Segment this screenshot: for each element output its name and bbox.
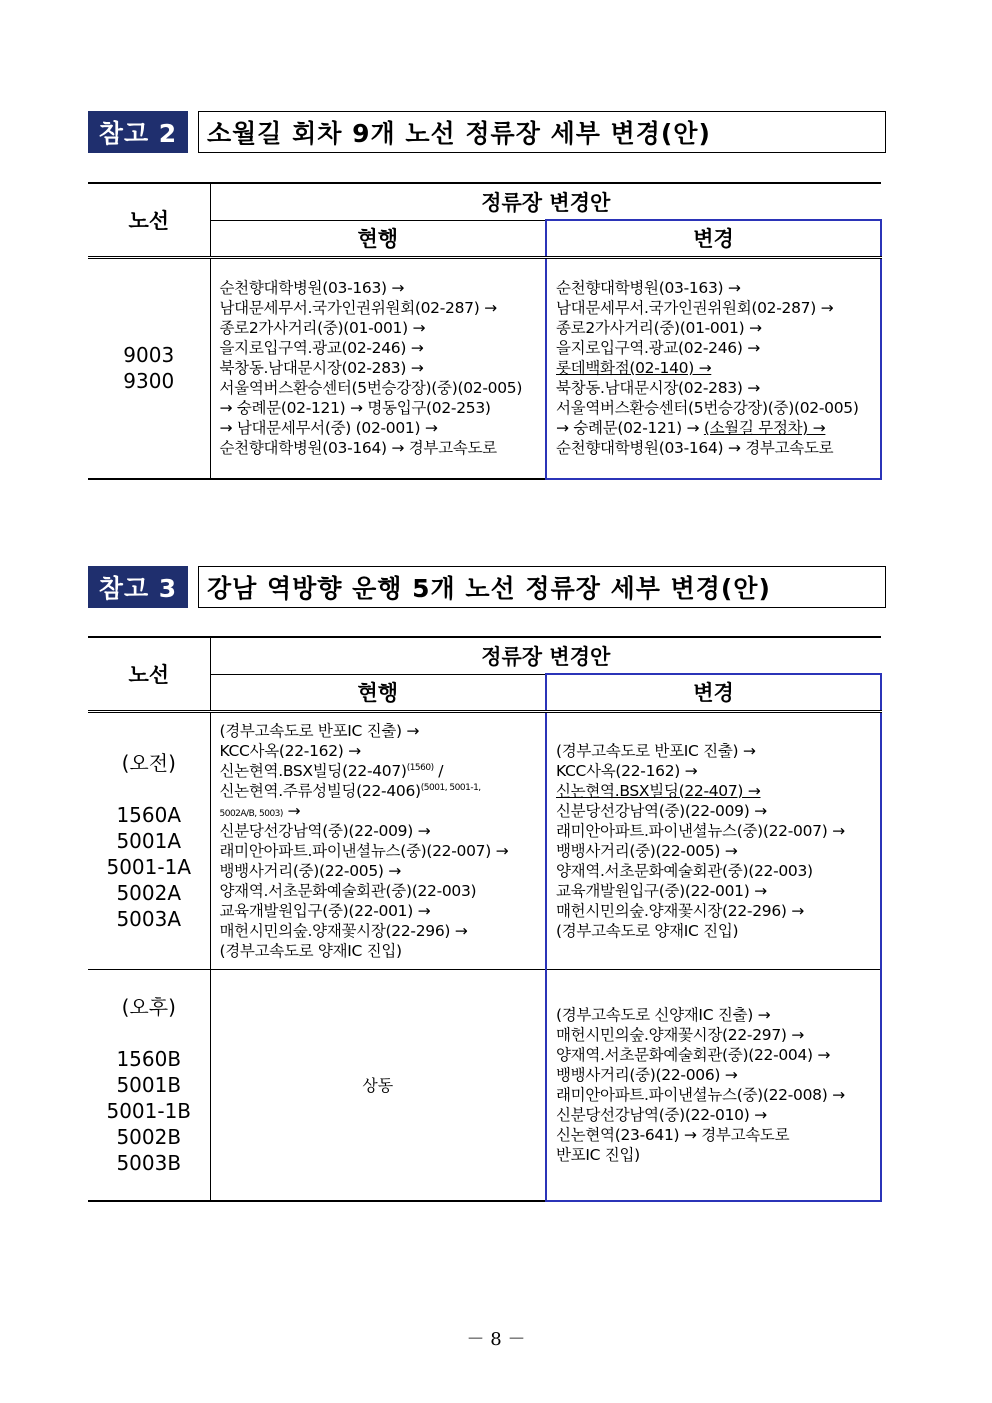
changed-header: 변경 <box>546 674 881 711</box>
added-stop-line: 롯데백화점(02-140) → <box>556 359 712 378</box>
route-number: 9300 <box>123 369 175 394</box>
stop-line: 교육개발원입구(중)(22-001) → <box>556 881 767 900</box>
route-number: 5001A <box>116 828 182 853</box>
stop-line: 종로2가사거리(중)(01-001) → <box>219 319 426 338</box>
stop-line: KCC사옥(22-162) → <box>556 761 698 780</box>
route-number: 5002A <box>116 880 182 905</box>
stop-change-header: 정류장 변경안 <box>481 644 611 669</box>
stop-line: 뱅뱅사거리(중)(22-005) → <box>219 861 401 880</box>
stop-line: 매헌시민의숲.양재꽃시장(22-297) → <box>556 1025 804 1044</box>
stop-line: 신분당선강남역(중)(22-009) → <box>556 801 767 820</box>
stop-line: → 남대문세무서(중) (02-001) → <box>219 419 438 438</box>
route-number: 5001-1B <box>106 1098 192 1123</box>
stop-line: 순천향대학병원(03-164) → 경부고속도로 <box>219 439 497 458</box>
stop-line: 서울역버스환승센터(5번승강장)(중)(02-005) <box>219 379 523 398</box>
stop-line: (경부고속도로 양재IC 진입) <box>556 921 739 940</box>
stop-line: 순천향대학병원(03-163) → <box>556 279 741 298</box>
stop-line: 반포IC 진입) <box>556 1145 640 1164</box>
stop-line: 신논현역.BSX빌딩(22-407) <box>219 761 407 780</box>
section-2-title: 소월길 회차 9개 노선 정류장 세부 변경(안) <box>198 111 886 153</box>
section-2-badge: 참고 2 <box>88 111 188 153</box>
changed-stop-note: (소월길 무정차) → <box>703 419 826 438</box>
stop-line: (경부고속도로 반포IC 진출) → <box>219 721 420 740</box>
current-stops <box>210 257 546 479</box>
route-number: 5003B <box>116 1150 182 1175</box>
stop-line: 종로2가사거리(중)(01-001) → <box>556 319 762 338</box>
section-3-header <box>88 566 886 608</box>
period-label: (오전) <box>121 750 176 775</box>
stop-line: 북창동.남대문시장(02-283) → <box>556 379 760 398</box>
stop-line: → 숭례문(02-121) → 명동입구(02-253) <box>219 399 491 418</box>
stop-line: 남대문세무서.국가인권위원회(02-287) → <box>556 299 834 318</box>
current-header: 현행 <box>210 220 546 257</box>
section-3-title: 강남 역방향 운행 5개 노선 정류장 세부 변경(안) <box>198 566 886 608</box>
stop-line: 신분당선강남역(중)(22-009) → <box>219 821 431 840</box>
stop-line: 서울역버스환승센터(5번승강장)(중)(02-005) <box>556 399 859 418</box>
changed-header: 변경 <box>546 220 881 257</box>
stop-line: 순천향대학병원(03-164) → 경부고속도로 <box>556 439 834 458</box>
route-numbers-pm <box>88 969 210 1201</box>
section-3-badge: 참고 3 <box>88 566 188 608</box>
stop-line: 북창동.남대문시장(02-283) → <box>219 359 424 378</box>
stop-line: 래미안아파트.파이낸셜뉴스(중)(22-008) → <box>556 1085 845 1104</box>
stop-line: 뱅뱅사거리(중)(22-006) → <box>556 1065 738 1084</box>
stop-line-combined <box>556 418 880 438</box>
stop-line: (경부고속도로 양재IC 진입) <box>219 941 402 960</box>
footnote-continued <box>220 801 546 821</box>
stop-line: 양재역.서초문화예술회관(중)(22-004) → <box>556 1045 831 1064</box>
route-number: 5001-1A <box>106 854 192 879</box>
route-number: 5003A <box>116 906 182 931</box>
page-number: － 8 － <box>466 1329 526 1350</box>
route-number: 5002B <box>116 1124 182 1149</box>
stop-line: 을지로입구역.광교(02-246) → <box>219 339 424 358</box>
stop-line: 을지로입구역.광교(02-246) → <box>556 339 760 358</box>
changed-stops-pm <box>546 969 881 1201</box>
stop-line: 순천향대학병원(03-163) → <box>219 279 405 298</box>
stop-line: 신분당선강남역(중)(22-010) → <box>556 1105 767 1124</box>
stop-line: (경부고속도로 신양재IC 진출) → <box>556 1005 771 1024</box>
route-number: 1560A <box>116 802 182 827</box>
stop-line: 매헌시민의숲.양재꽃시장(22-296) → <box>219 921 468 940</box>
stop-line: 래미안아파트.파이낸셜뉴스(중)(22-007) → <box>556 821 845 840</box>
current-same-note: 상동 <box>210 969 546 1201</box>
stop-line: 교육개발원입구(중)(22-001) → <box>219 901 431 920</box>
route-number: 9003 <box>123 343 175 368</box>
period-label: (오후) <box>121 994 176 1019</box>
section-2-header <box>88 111 886 153</box>
footnote: 5002A/B, 5003) <box>219 808 283 819</box>
route-numbers-am <box>88 711 210 969</box>
arrow: → <box>282 801 301 820</box>
current-header: 현행 <box>210 674 546 711</box>
stop-change-header: 정류장 변경안 <box>481 190 611 215</box>
route-number: 5001B <box>116 1072 182 1097</box>
section-2-table <box>88 182 882 480</box>
stop-line: 신논현역(23-641) → 경부고속도로 <box>556 1125 790 1144</box>
stop-line-with-footnote <box>220 781 546 801</box>
changed-stops-am <box>546 711 881 969</box>
stop-line: 신논현역.주류성빌딩(22-406) <box>219 781 421 800</box>
stop-line-with-footnote <box>220 761 546 781</box>
stop-line: KCC사옥(22-162) → <box>219 741 361 760</box>
stop-line: 양재역.서초문화예술회관(중)(22-003) <box>219 881 477 900</box>
stop-line: 래미안아파트.파이낸셜뉴스(중)(22-007) → <box>219 841 509 860</box>
current-stops-am <box>210 711 546 969</box>
stop-line: → 숭례문(02-121) → <box>556 419 700 438</box>
route-numbers <box>88 257 210 479</box>
stop-line: 뱅뱅사거리(중)(22-005) → <box>556 841 738 860</box>
changed-stops <box>546 257 881 479</box>
stop-line: 남대문세무서.국가인권위원회(02-287) → <box>219 299 497 318</box>
section-3-table <box>88 636 882 1202</box>
footnote: (5001, 5001-1, <box>420 782 481 793</box>
changed-stop-line: 신논현역.BSX빌딩(22-407) → <box>556 781 761 800</box>
stop-line: (경부고속도로 반포IC 진출) → <box>556 741 756 760</box>
stop-line: 양재역.서초문화예술회관(중)(22-003) <box>556 861 813 880</box>
footnote: (1560) <box>406 762 434 773</box>
route-number: 1560B <box>116 1046 182 1071</box>
separator: / <box>433 761 444 780</box>
route-header: 노선 <box>88 637 210 711</box>
route-header: 노선 <box>88 183 210 257</box>
stop-line: 매헌시민의숲.양재꽃시장(22-296) → <box>556 901 804 920</box>
